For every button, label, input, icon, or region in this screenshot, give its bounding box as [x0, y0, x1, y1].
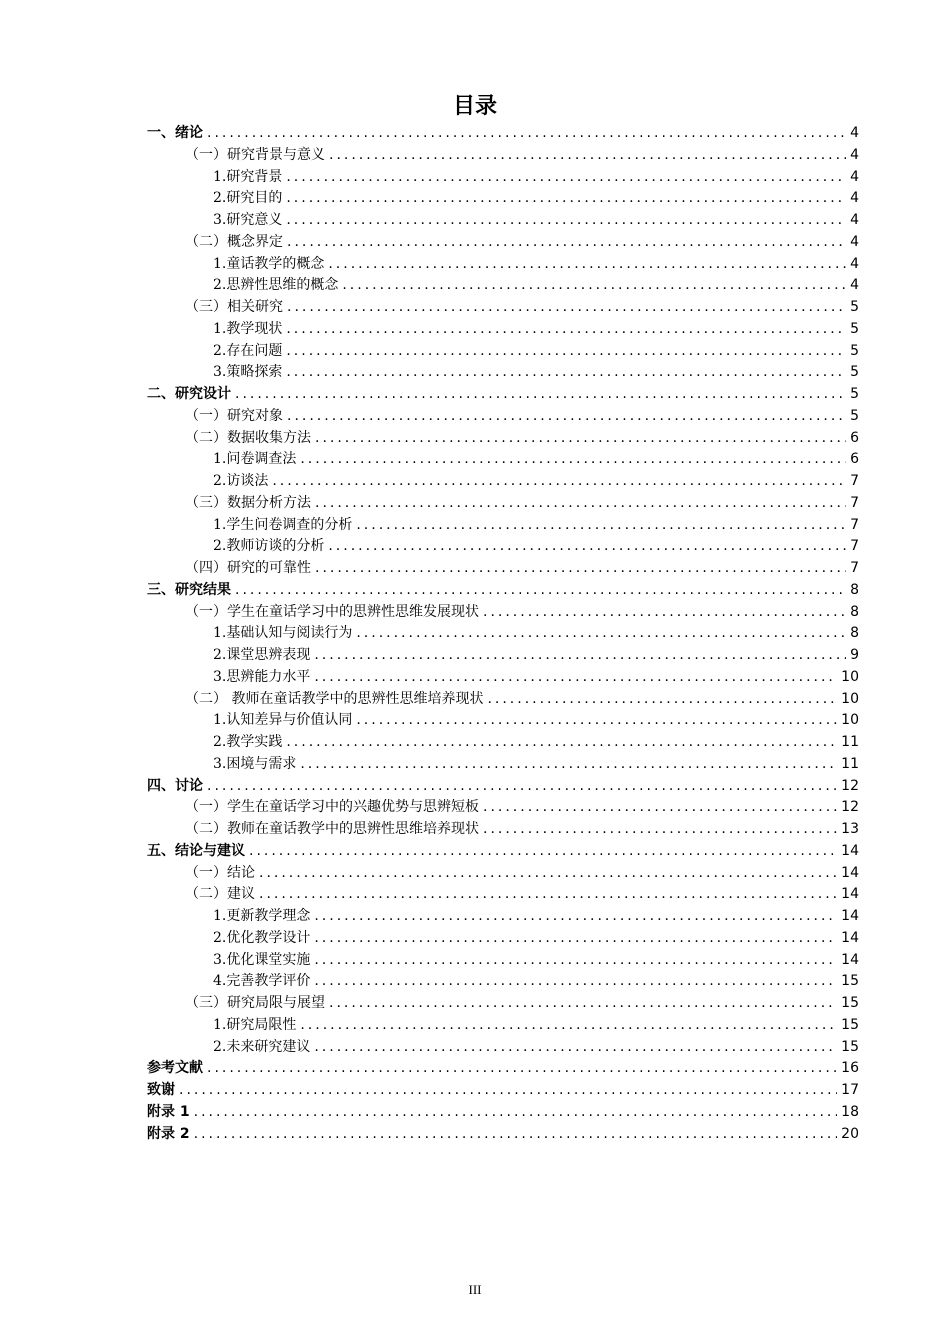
- toc-entry[interactable]: [147, 449, 859, 471]
- toc-entry-title: 1.问卷调查法: [213, 451, 297, 468]
- toc-dot-leader: [194, 1102, 838, 1124]
- toc-entry[interactable]: [147, 406, 859, 428]
- toc-entry[interactable]: [147, 971, 859, 993]
- toc-dot-leader: [483, 602, 846, 624]
- toc-entry-page: 11: [841, 734, 859, 750]
- toc-entry[interactable]: [147, 471, 859, 493]
- toc-entry[interactable]: [147, 275, 859, 297]
- toc-entry-page: 7: [850, 516, 859, 533]
- toc-dot-leader: [194, 1124, 838, 1146]
- toc-dot-leader: [286, 188, 846, 210]
- toc-dot-leader: [286, 362, 846, 384]
- toc-entry-title: 1.更新教学理念: [213, 908, 311, 924]
- toc-dot-leader: [315, 558, 846, 580]
- toc-entry-title: 3.策略探索: [213, 364, 283, 381]
- toc-entry[interactable]: [147, 689, 859, 711]
- toc-entry-page: 11: [841, 755, 859, 772]
- toc-entry-title: 四、讨论: [147, 777, 203, 794]
- toc-entry-title: 4.完善教学评价: [213, 973, 311, 990]
- toc-entry[interactable]: [147, 1015, 859, 1037]
- toc-entry[interactable]: [147, 580, 859, 602]
- toc-entry-page: 9: [850, 647, 859, 663]
- toc-entry[interactable]: [147, 515, 859, 537]
- toc-dot-leader: [207, 123, 846, 145]
- toc-entry-title: 1.学生问卷调查的分析: [213, 516, 353, 533]
- toc-entry-page: 5: [850, 364, 859, 381]
- toc-entry[interactable]: [147, 493, 859, 515]
- toc-entry[interactable]: [147, 754, 859, 776]
- toc-entry-page: 5: [850, 407, 859, 424]
- toc-dot-leader: [300, 754, 837, 776]
- toc-dot-leader: [314, 950, 837, 972]
- toc-entry[interactable]: [147, 623, 859, 645]
- toc-entry[interactable]: [147, 710, 859, 732]
- toc-entry[interactable]: [147, 232, 859, 254]
- toc-entry-page: 14: [841, 951, 859, 968]
- toc-entry-page: 10: [841, 690, 859, 707]
- toc-entry-page: 14: [841, 908, 859, 924]
- toc-dot-leader: [314, 645, 846, 667]
- toc-dot-leader: [329, 993, 837, 1015]
- toc-entry[interactable]: [147, 1037, 859, 1059]
- toc-entry-page: 5: [850, 386, 859, 402]
- toc-entry-title: （二）数据收集方法: [185, 429, 311, 446]
- toc-dot-leader: [286, 732, 837, 754]
- toc-entry-title: （四）研究的可靠性: [185, 560, 311, 576]
- toc-entry-title: （二）建议: [185, 886, 255, 903]
- toc-dot-leader: [272, 471, 846, 493]
- toc-entry-page: 14: [841, 842, 859, 859]
- toc-entry-title: 2.存在问题: [213, 342, 283, 359]
- toc-entry-title: 致谢: [147, 1082, 175, 1098]
- toc-entry-page: 7: [850, 560, 859, 576]
- toc-entry-page: 4: [850, 190, 859, 207]
- toc-entry[interactable]: [147, 319, 859, 341]
- toc-entry[interactable]: [147, 950, 859, 972]
- toc-dot-leader: [235, 384, 846, 406]
- toc-dot-leader: [314, 928, 837, 950]
- toc-entry-title: （二）概念界定: [185, 233, 283, 250]
- toc-entry-page: 5: [850, 342, 859, 359]
- toc-entry-title: 1.研究局限性: [213, 1016, 297, 1033]
- toc-entry-title: 2.课堂思辨表现: [213, 647, 311, 663]
- toc-entry[interactable]: [147, 145, 859, 167]
- toc-entry[interactable]: [147, 906, 859, 928]
- toc-entry-title: 三、研究结果: [147, 581, 231, 598]
- toc-entry-page: 14: [841, 929, 859, 946]
- toc-entry-title: 3.优化课堂实施: [213, 951, 311, 968]
- toc-entry-page: 7: [850, 494, 859, 511]
- toc-entry-title: 2.优化教学设计: [213, 929, 311, 946]
- toc-dot-leader: [249, 841, 837, 863]
- toc-dot-leader: [259, 884, 837, 906]
- table-of-contents: [147, 123, 859, 1145]
- toc-entry[interactable]: [147, 993, 859, 1015]
- toc-entry[interactable]: [147, 602, 859, 624]
- toc-entry-page: 5: [850, 320, 859, 337]
- toc-entry-title: 3.研究意义: [213, 212, 283, 228]
- toc-entry-page: 10: [841, 668, 859, 685]
- toc-entry[interactable]: [147, 558, 859, 580]
- toc-dot-leader: [207, 776, 837, 798]
- toc-entry-page: 16: [841, 1060, 859, 1077]
- toc-entry[interactable]: [147, 210, 859, 232]
- toc-entry[interactable]: [147, 1080, 859, 1102]
- toc-dot-leader: [179, 1080, 837, 1102]
- toc-dot-leader: [287, 406, 846, 428]
- toc-dot-leader: [483, 797, 837, 819]
- toc-dot-leader: [235, 580, 846, 602]
- toc-entry-title: （三）研究局限与展望: [185, 995, 325, 1011]
- toc-dot-leader: [328, 254, 846, 276]
- toc-entry-title: （一）研究背景与意义: [185, 146, 325, 163]
- toc-entry-title: （一）学生在童话学习中的兴趣优势与思辨短板: [185, 799, 479, 816]
- toc-entry[interactable]: [147, 732, 859, 754]
- toc-entry-page: 8: [850, 581, 859, 598]
- toc-dot-leader: [286, 341, 846, 363]
- toc-entry-page: 4: [850, 255, 859, 272]
- toc-entry[interactable]: [147, 428, 859, 450]
- toc-dot-leader: [287, 232, 846, 254]
- toc-entry[interactable]: [147, 341, 859, 363]
- toc-entry-page: 17: [841, 1082, 859, 1098]
- toc-entry-title: 1.教学现状: [213, 320, 283, 337]
- toc-dot-leader: [286, 210, 846, 232]
- toc-entry[interactable]: [147, 1058, 859, 1080]
- toc-entry[interactable]: [147, 841, 859, 863]
- toc-entry-page: 6: [850, 429, 859, 446]
- toc-entry-page: 10: [841, 712, 859, 729]
- toc-entry-page: 14: [841, 886, 859, 903]
- toc-entry[interactable]: [147, 863, 859, 885]
- toc-entry[interactable]: [147, 254, 859, 276]
- toc-dot-leader: [329, 145, 846, 167]
- toc-entry-page: 12: [841, 777, 859, 794]
- toc-dot-leader: [483, 819, 837, 841]
- toc-entry-title: 2.研究目的: [213, 190, 283, 207]
- toc-entry-title: 一、绪论: [147, 125, 203, 141]
- toc-entry[interactable]: [147, 297, 859, 319]
- toc-dot-leader: [315, 493, 846, 515]
- toc-entry-title: 1.基础认知与阅读行为: [213, 625, 353, 642]
- toc-entry-title: 五、结论与建议: [147, 842, 245, 859]
- toc-entry-page: 4: [850, 125, 859, 141]
- toc-entry[interactable]: [147, 645, 859, 667]
- toc-entry-page: 15: [841, 995, 859, 1011]
- toc-entry-title: （三）数据分析方法: [185, 494, 311, 511]
- toc-entry-title: 1.研究背景: [213, 168, 283, 185]
- toc-entry-page: 4: [850, 212, 859, 228]
- toc-entry[interactable]: [147, 167, 859, 189]
- toc-entry-title: （一）研究对象: [185, 407, 283, 424]
- toc-entry[interactable]: [147, 123, 859, 145]
- toc-dot-leader: [286, 319, 846, 341]
- toc-entry[interactable]: [147, 1102, 859, 1124]
- toc-dot-leader: [314, 1037, 837, 1059]
- toc-entry-title: （二） 教师在童话教学中的思辨性思维培养现状: [185, 690, 484, 707]
- toc-entry-page: 20: [841, 1125, 859, 1142]
- toc-entry-page: 7: [850, 538, 859, 555]
- toc-entry-page: 18: [841, 1103, 859, 1120]
- toc-entry-title: 3.思辨能力水平: [213, 668, 311, 685]
- toc-entry-title: 二、研究设计: [147, 386, 231, 402]
- toc-entry-title: （一）学生在童话学习中的思辨性思维发展现状: [185, 603, 479, 620]
- toc-entry[interactable]: [147, 797, 859, 819]
- page-title: 目录: [452, 94, 497, 119]
- toc-entry-page: 15: [841, 1038, 859, 1055]
- toc-dot-leader: [300, 1015, 837, 1037]
- toc-entry-page: 4: [850, 233, 859, 250]
- toc-dot-leader: [356, 710, 837, 732]
- toc-dot-leader: [487, 689, 837, 711]
- toc-entry-title: 参考文献: [147, 1060, 203, 1077]
- toc-entry-title: 附录 2: [147, 1125, 190, 1142]
- toc-entry-title: 2.教学实践: [213, 734, 283, 750]
- toc-dot-leader: [286, 167, 846, 189]
- toc-entry-page: 13: [841, 821, 859, 837]
- toc-entry[interactable]: [147, 928, 859, 950]
- toc-entry-title: （三）相关研究: [185, 299, 283, 315]
- toc-entry-title: 1.童话教学的概念: [213, 255, 325, 272]
- toc-entry-title: 1.认知差异与价值认同: [213, 712, 353, 729]
- toc-dot-leader: [314, 667, 837, 689]
- toc-dot-leader: [356, 515, 846, 537]
- toc-dot-leader: [300, 449, 846, 471]
- toc-entry-page: 8: [850, 603, 859, 620]
- toc-dot-leader: [259, 863, 837, 885]
- toc-dot-leader: [207, 1058, 837, 1080]
- toc-entry-title: 附录 1: [147, 1103, 190, 1120]
- toc-entry-page: 4: [850, 146, 859, 163]
- toc-entry-title: （二）教师在童话教学中的思辨性思维培养现状: [185, 821, 479, 837]
- toc-entry[interactable]: [147, 884, 859, 906]
- toc-entry-page: 12: [841, 799, 859, 816]
- toc-dot-leader: [314, 906, 837, 928]
- toc-entry-title: 2.访谈法: [213, 473, 269, 489]
- toc-entry-page: 5: [850, 299, 859, 315]
- toc-entry[interactable]: [147, 536, 859, 558]
- toc-entry[interactable]: [147, 188, 859, 210]
- toc-entry-page: 15: [841, 973, 859, 990]
- toc-dot-leader: [328, 536, 846, 558]
- toc-entry[interactable]: [147, 362, 859, 384]
- toc-dot-leader: [287, 297, 846, 319]
- toc-entry-page: 8: [850, 625, 859, 642]
- toc-entry-page: 4: [850, 277, 859, 294]
- toc-entry-page: 4: [850, 168, 859, 185]
- toc-entry[interactable]: [147, 776, 859, 798]
- toc-entry-page: 6: [850, 451, 859, 468]
- toc-entry-title: 2.教师访谈的分析: [213, 538, 325, 555]
- toc-entry-page: 15: [841, 1016, 859, 1033]
- toc-entry-title: 2.未来研究建议: [213, 1038, 311, 1055]
- toc-dot-leader: [314, 971, 837, 993]
- toc-entry[interactable]: [147, 819, 859, 841]
- toc-entry-title: （一）结论: [185, 864, 255, 881]
- toc-entry-page: 14: [841, 864, 859, 881]
- toc-entry[interactable]: [147, 667, 859, 689]
- toc-entry[interactable]: [147, 384, 859, 406]
- toc-entry-page: 7: [850, 473, 859, 489]
- toc-entry-title: 3.困境与需求: [213, 755, 297, 772]
- toc-dot-leader: [315, 428, 846, 450]
- page-number: III: [468, 1282, 482, 1297]
- toc-dot-leader: [356, 623, 846, 645]
- toc-entry[interactable]: [147, 1124, 859, 1146]
- toc-dot-leader: [342, 275, 846, 297]
- toc-entry-title: 2.思辨性思维的概念: [213, 277, 339, 294]
